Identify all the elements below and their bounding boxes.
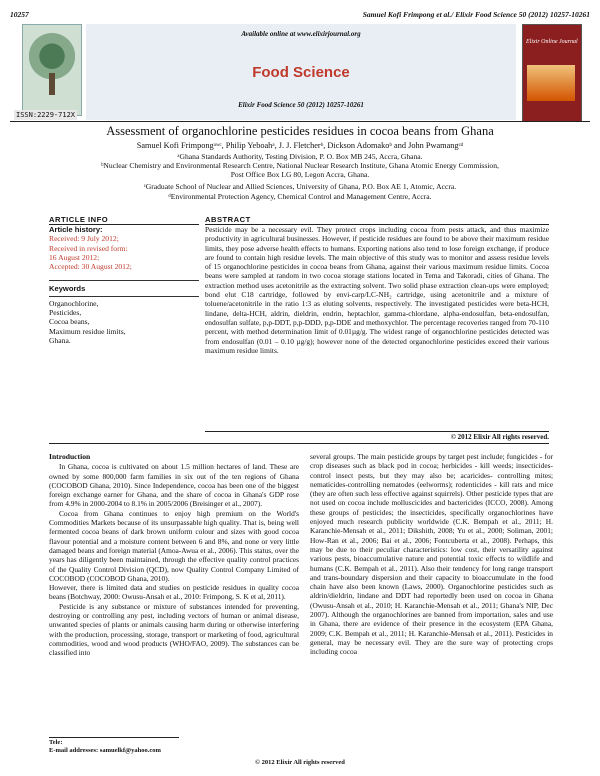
divider: [205, 431, 549, 432]
footnote-rule: [49, 737, 179, 738]
abstract-text: Pesticide may be a necessary evil. They protect crops including cocoa from pests attack, and thus maximize productivity in agricultural businesses. However, if pesticide residues are found to be above their maximum residue limits, they pose adverse health effects to humans. Exporting nations also tend to lose foreign exchange, if produce are found to contain high residue levels. The main objective of this study was to monitor and assess residue levels of 15 organochlorine pesticides in cocoa beans from Ghana, against their various maximum residue limits. Cocoa beans were sampled at random in two cocoa storage stations located in Tema and Takoradi, cities of Ghana. The extraction method uses acetonitrile as the extracting solvent. Two solid phase extraction clean-ups were employed; bond elut C18 cartridge, followed by envi-carp/LC-NH₂ cartridge, using acetonitrile and a mixture of toluene/acetonitrile in the ratio 1:3 as eluting solvents, respectively. The investigated pesticides were beta-HCH, lindane, delta-HCH, aldrin, dieldrin, endrin, heptachlor, gamma-chlordane, alpha-endosulfan, beta-endosulfan, endosulfan sulfate, p,p-DDT, p,p-DDD, p,p-DDE and methoxychlor. The percentage recoveries ranged from 70-110 percent, with method determination limit of 0.01µg/g. The widest range of organochlorine pesticides detected was from endosulfan (0.01 – 0.10 µg/g); however none of the detected organochlorine pesticides exceed their various maximum residue limits.: [205, 225, 549, 355]
footer-copyright: © 2012 Elixir All rights reserved: [255, 759, 345, 766]
abstract-copyright: © 2012 Elixir All rights reserved.: [450, 433, 549, 441]
keyword: Organochlorine,: [49, 298, 99, 308]
keywords-label: Keywords: [49, 284, 86, 294]
keyword: Ghana.: [49, 335, 71, 345]
publisher-tree-logo: [22, 24, 82, 116]
paragraph: several groups. The main pesticide groups by target pest include; fungicides - for crop diseases such as black pod in cocoa; herbicides - kill weeds; insecticides- control insect pests, but they may also be; acaricides- controlling mites; nematicides-controlling nematodes (eelworms); rodenticides - kill rats and mice (they are often such less effective against squirrels). Other pesticide types that are not used on cocoa include molluscicides and bactericides (ICCO, 2008). Among these groups of pesticides; the insecticides, specifically organochlorines have enjoyed much research publicity worldwide (C.K. Bempah et al., 2011; H. Karanchie-Mensah et al., 2011; Dikshith, 2008; Yu et al., 2000; Soliman, 2001; How-Ran et al., 2006; Bai et al., 2006; Fontcuberta et al., 2008). Perhaps, this may be due to their peculiar characteristics: low cost, their versatility against various pests, bioaccumulative nature and potential toxic effects to wildlife and humans (C.K. Bempah et al., 2011). Also their tendency for long range transport and trans-boundary dispersion and their capacity to bioaccumulate in the food chain have also been known (Laws, 2000). Organochlorine pesticides such as aldrin/dieldrin, lindane and DDT had reportedly been used on cocoa in Ghana (Owusu-Ansah et al., 2010; H. Karanchie-Mensah et al., 2011; Ghana's NIP, Dec 2007). Although the organochlorines are banned from importation, sales and use in Ghana, there are evidence of their presence in the ecosystem (EPA Ghana, 2009; C.K. Bempah et al., 2011; H. Karanchie-Mensah et al., 2011). Pesticides in general, may be necessary evil. They are the sure way of protecting crops including cocoa: [310, 452, 553, 657]
paragraph: Pesticide is any substance or mixture of substances intended for preventing, destroying or controlling any pest, including vectors of human or animal disease, unwanted species of plants or animals causing harm during or otherwise interfering with the production, processing, storage, transport or marketing of food, agricultural commodities, wood and wood products (WHO/FAO, 2009). The substances can be classified into: [49, 601, 299, 658]
affiliation-b-cont: Post Office Box LG 80, Legon Accra, Ghana.: [230, 170, 370, 179]
contact-footnote: [49, 739, 161, 755]
author-list: Samuel Kofi Frimpongᵃʷᶜ, Philip Yeboahᵃ, J. J. Fletcherᵇ, Dickson Adomakoᵇ and John Pwamangᶜᵈ: [136, 141, 464, 150]
divider: [10, 121, 590, 122]
abstract-heading: ABSTRACT: [205, 215, 251, 224]
paragraph: Cocoa from Ghana continues to enjoy high premium on the World's Commodities Markets because of its unsurpassable high quality. That is, being well fermented cocoa beans of dark brown uniform colour and sizes with good cocoa flavour potential and a moisture content between 6 and 8%, and none or very little damaged beans and foreign material (Amoa-Awua et al., 2006). This status, over the years has diligently been maintained, through the effective quality control practices of the Quality Control Division (QCD), now Quality Control Company Limited of COCOBOD (COCOBOD Ghana, 2010).: [49, 508, 299, 583]
journal-citation: Elixir Food Science 50 (2012) 10257-10261: [238, 101, 364, 109]
article-info-heading: ARTICLE INFO: [49, 215, 109, 224]
email-address[interactable]: E-mail addresses: samuelkf@yahoo.com: [49, 747, 161, 754]
affiliation-a: ᵃGhana Standards Authority, Testing Division, P. O. Box MB 245, Accra, Ghana.: [177, 152, 423, 161]
journal-cover-image: [522, 24, 582, 122]
history-label: Article history:: [49, 225, 103, 234]
keyword: Cocoa beans,: [49, 317, 90, 327]
article-info-box: [49, 225, 199, 350]
received-date: Received: 9 July 2012;: [49, 234, 119, 244]
affiliation-d: ᵈEnvironmental Protection Agency, Chemical Control and Management Centre, Accra.: [168, 192, 432, 201]
introduction-heading: Introduction: [49, 452, 91, 461]
affiliation-b: ᵇNuclear Chemistry and Environmental Research Centre, National Nuclear Research Institute, Ghana Atomic Energy Commission,: [101, 161, 499, 170]
paragraph: However, there is limited data and studies on pesticide residues in quality cocoa beans (Botchway, 2000: Owusu-Ansah et al., 2010: Frimpong, S. K et al, 2011).: [49, 583, 299, 602]
body-right-column: [310, 452, 553, 657]
journal-title: Food Science: [252, 64, 350, 81]
keyword: Pesticides,: [49, 308, 82, 318]
page-number: 10257: [10, 10, 29, 19]
accepted-date: Accepted: 30 August 2012;: [49, 262, 132, 272]
body-left-column: [49, 452, 299, 658]
divider: [49, 443, 549, 444]
article-title: Assessment of organochlorine pesticides residues in cocoa beans from Ghana: [106, 124, 494, 138]
running-citation: Samuel Kofi Frimpong et al./ Elixir Food Science 50 (2012) 10257-10261: [362, 10, 590, 19]
cover-title: Elixir Online Journal: [526, 39, 578, 45]
paragraph: In Ghana, cocoa is cultivated on about 1.5 million hectares of land. These are owned by some 800,000 farm families in six out of the ten regions of Ghana (COCOBOD Ghana, 2010). Since Independence, cocoa has been one of the biggest foreign exchange earner for Ghana, and the share of cocoa in Ghana's GDP rose from 4.9% in 2000-2004 to 8.1% in 2005/2006 (Breisinger et al., 2007).: [49, 462, 299, 509]
revised-date: 16 August 2012;: [49, 252, 100, 262]
available-online[interactable]: Available online at www.elixirjournal.org: [241, 30, 361, 38]
tele-label: Tele:: [49, 739, 63, 746]
journal-masthead: [16, 24, 580, 120]
keyword: Maximum residue limits,: [49, 326, 126, 336]
issn-barcode-label: ISSN:2229-712X: [16, 111, 76, 119]
revised-label: Received in revised form:: [49, 243, 128, 253]
affiliation-c: ᶜGraduate School of Nuclear and Allied Sciences, University of Ghana, P.O. Box AE 1, Atomic, Accra.: [143, 182, 457, 191]
